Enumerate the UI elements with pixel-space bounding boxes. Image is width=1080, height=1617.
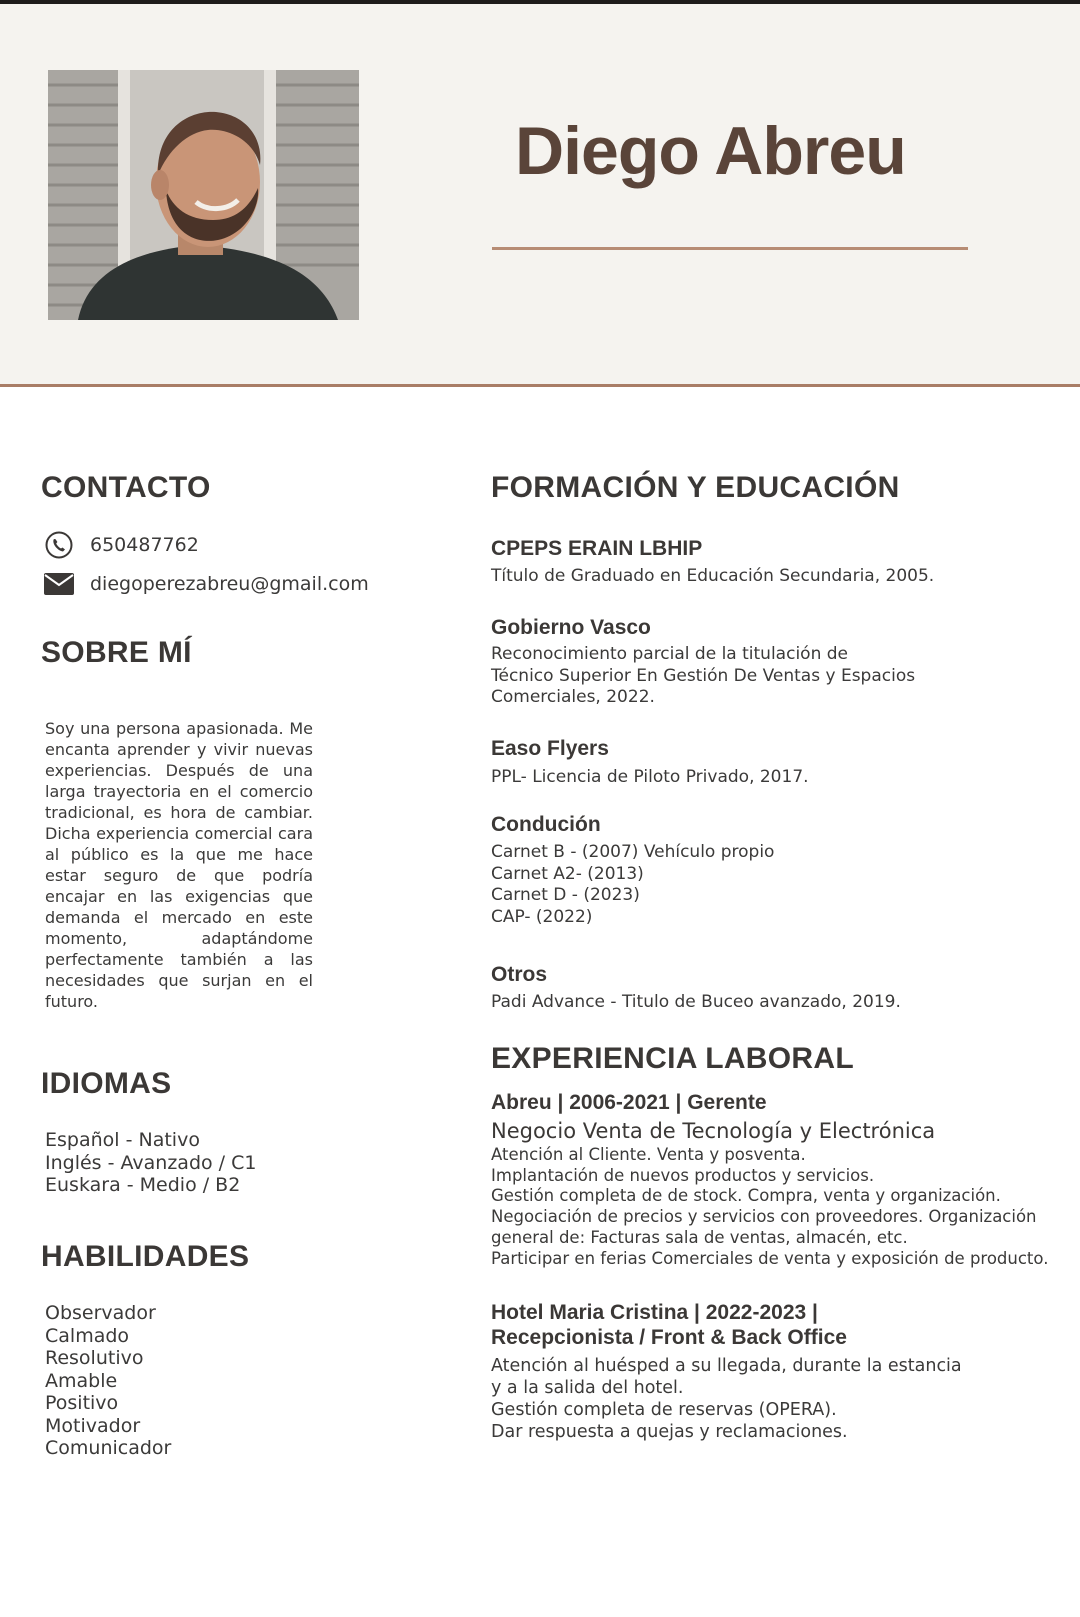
name-underline	[492, 247, 968, 250]
skills-list	[45, 1302, 171, 1460]
about-text: Soy una persona apasionada. Me encanta aprender y vivir nuevas experiencias. Después de una larga trayectoria en el comercio tradicional, es hora de cambiar. Dicha experiencia comercial cara al público es la que me hace estar seguro de que podría encajar en las exigencias que demanda el mercado en este momento, adaptándome perfectamente también a las necesidades que surjan en el futuro.	[45, 719, 313, 1011]
job-duties	[491, 1355, 962, 1443]
list-item: Motivador	[45, 1414, 141, 1437]
education-heading: FORMACIÓN Y EDUCACIÓN	[491, 471, 900, 504]
languages-list	[45, 1129, 256, 1197]
job-title: Abreu | 2006-2021 | Gerente	[491, 1091, 767, 1114]
list-item: Positivo	[45, 1392, 119, 1414]
about-heading: SOBRE MÍ	[41, 636, 192, 669]
duty-line: Negociación de precios y servicios con proveedores. Organización	[491, 1207, 1037, 1227]
contact-phone	[44, 530, 199, 560]
detail-line: Carnet A2- (2013)	[491, 863, 644, 884]
education-entry-details	[491, 992, 901, 1014]
phone-icon	[44, 530, 74, 560]
list-item: Euskara - Medio / B2	[45, 1174, 241, 1196]
detail-line: PPL- Licencia de Piloto Privado, 2017.	[491, 767, 809, 787]
duty-line: Implantación de nuevos productos y servicios.	[491, 1165, 875, 1185]
detail-line: Técnico Superior En Gestión De Ventas y Espacios	[491, 665, 916, 686]
phone-number[interactable]: 650487762	[90, 534, 199, 556]
detail-line: Título de Graduado en Educación Secundaria, 2005.	[491, 566, 935, 586]
duty-line: Dar respuesta a quejas y reclamaciones.	[491, 1422, 848, 1442]
list-item: Calmado	[45, 1324, 130, 1347]
experience-heading: EXPERIENCIA LABORAL	[491, 1042, 854, 1075]
list-item: Español - Nativo	[45, 1129, 200, 1151]
list-item: Observador	[45, 1302, 156, 1324]
education-entry-title: Condución	[491, 813, 601, 836]
list-item: Amable	[45, 1369, 118, 1392]
header	[0, 4, 1080, 387]
list-item: Resolutivo	[45, 1347, 144, 1369]
duty-line: Atención al huésped a su llegada, durante la estancia	[491, 1356, 962, 1376]
job-subtitle: Negocio Venta de Tecnología y Electrónica	[491, 1119, 936, 1143]
skills-heading: HABILIDADES	[41, 1240, 250, 1273]
education-entry-title: CPEPS ERAIN LBHIP	[491, 537, 703, 560]
detail-line: Comerciales, 2022.	[491, 687, 655, 707]
envelope-icon	[44, 569, 74, 599]
list-item: Inglés - Avanzado / C1	[45, 1151, 257, 1174]
portrait-photo	[48, 70, 359, 320]
duty-line: Gestión completa de de stock. Compra, venta y organización.	[491, 1186, 1001, 1206]
detail-line: Padi Advance - Titulo de Buceo avanzado, 2019.	[491, 992, 901, 1012]
candidate-name: Diego Abreu	[515, 113, 906, 189]
job-title-role: Recepcionista / Front & Back Office	[491, 1326, 847, 1349]
duty-line: Participar en ferias Comerciales de venta y exposición de producto.	[491, 1248, 1049, 1268]
duty-line: Gestión completa de reservas (OPERA).	[491, 1400, 837, 1420]
education-entry-details	[491, 566, 934, 588]
duty-line: general de: Facturas sala de ventas, almacén, etc.	[491, 1227, 908, 1247]
email-address[interactable]: diegoperezabreu@gmail.com	[90, 573, 369, 595]
languages-heading: IDIOMAS	[41, 1067, 172, 1100]
duty-line: Atención al Cliente. Venta y posventa.	[491, 1145, 806, 1164]
detail-line: Reconocimiento parcial de la titulación de	[491, 644, 848, 664]
detail-line: Carnet D - (2023)	[491, 885, 640, 905]
detail-line: Carnet B - (2007) Vehículo propio	[491, 842, 775, 862]
job-duties	[491, 1145, 1048, 1269]
education-entry-details	[491, 644, 915, 709]
education-entry-title: Otros	[491, 963, 548, 986]
contact-heading: CONTACTO	[41, 471, 211, 504]
list-item: Comunicador	[45, 1437, 172, 1459]
detail-line: CAP- (2022)	[491, 906, 593, 927]
education-entry-title: Easo Flyers	[491, 737, 609, 760]
duty-line: y a la salida del hotel.	[491, 1378, 684, 1398]
contact-email	[44, 569, 369, 599]
education-entry-details	[491, 842, 774, 928]
portrait-image	[48, 70, 359, 320]
education-entry-details	[491, 767, 809, 789]
job-title: Hotel Maria Cristina | 2022-2023 |	[491, 1301, 818, 1324]
education-entry-title: Gobierno Vasco	[491, 616, 651, 639]
